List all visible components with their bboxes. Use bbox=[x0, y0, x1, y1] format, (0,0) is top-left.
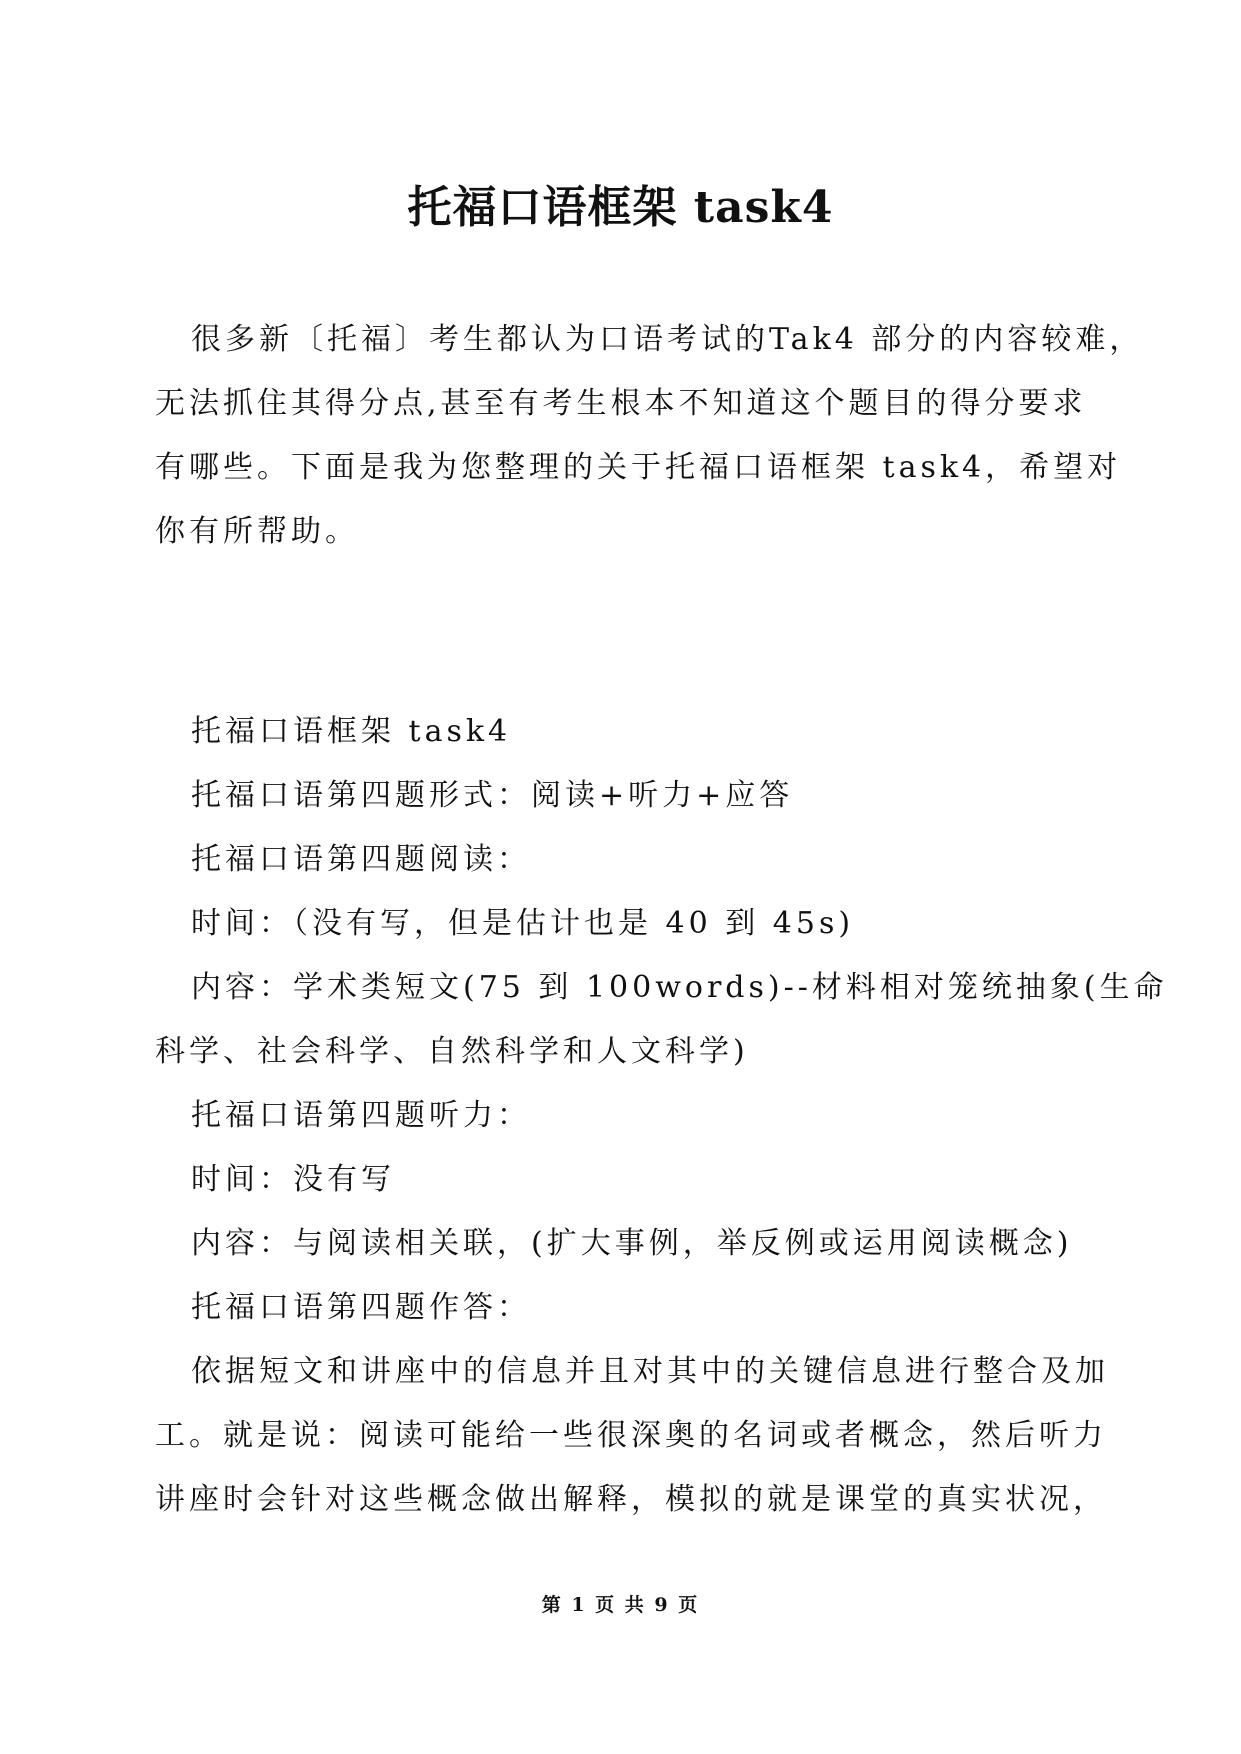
intro-line: 有哪些。下面是我为您整理的关于托福口语框架 task4，希望对 bbox=[155, 450, 1122, 485]
intro-line: 无法抓住其得分点,甚至有考生根本不知道这个题目的得分要求 bbox=[155, 386, 1087, 421]
intro-line: 你有所帮助。 bbox=[155, 514, 359, 549]
body-line: 时间：没有写 bbox=[191, 1162, 395, 1197]
body-line: 内容：学术类短文(75 到 100words)--材料相对笼统抽象(生命 bbox=[191, 970, 1168, 1005]
body-line: 内容：与阅读相关联，(扩大事例，举反例或运用阅读概念) bbox=[191, 1226, 1073, 1261]
body-line: 依据短文和讲座中的信息并且对其中的关键信息进行整合及加 bbox=[191, 1354, 1109, 1389]
body-text bbox=[155, 700, 1168, 1532]
intro-paragraph bbox=[155, 308, 1144, 564]
body-line: 托福口语第四题听力： bbox=[191, 1098, 531, 1133]
body-line: 科学、社会科学、自然科学和人文科学) bbox=[155, 1034, 749, 1069]
body-line: 工。就是说：阅读可能给一些很深奥的名词或者概念，然后听力 bbox=[155, 1418, 1107, 1453]
body-line: 时间：（没有写，但是估计也是 40 到 45s) bbox=[191, 906, 855, 941]
intro-line: 很多新〔托福〕考生都认为口语考试的Tak4 部分的内容较难， bbox=[191, 322, 1144, 357]
body-line: 托福口语第四题阅读： bbox=[191, 842, 531, 877]
body-line: 托福口语第四题作答： bbox=[191, 1290, 531, 1325]
body-line: 托福口语框架 task4 bbox=[191, 714, 512, 749]
body-line: 托福口语第四题形式：阅读+听力+应答 bbox=[191, 778, 794, 813]
body-line: 讲座时会针对这些概念做出解释，模拟的就是课堂的真实状况， bbox=[155, 1482, 1107, 1517]
document-title: 托福口语框架 task4 bbox=[407, 182, 834, 233]
page-footer: 第 1 页 共 9 页 bbox=[541, 1594, 700, 1616]
